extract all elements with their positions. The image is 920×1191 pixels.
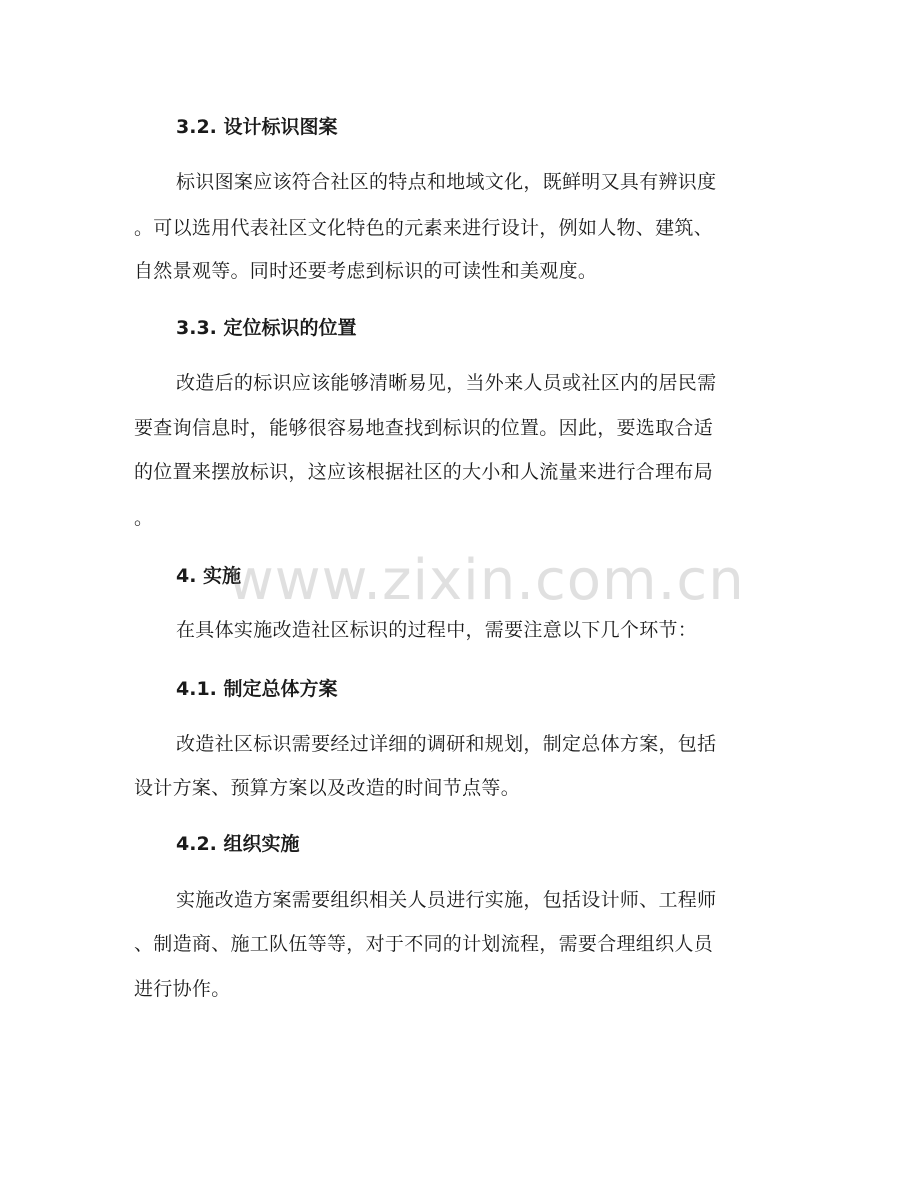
section-heading-4-2: 4.2. 组织实施 [176,833,300,855]
paragraph-line: 在具体实施改造社区标识的过程中，需要注意以下几个环节： [176,619,698,641]
paragraph-line: 的位置来摆放标识，这应该根据社区的大小和人流量来进行合理布局 [134,461,714,483]
paragraph-line: 。 [134,507,154,529]
section-heading-4: 4. 实施 [176,565,242,587]
paragraph-line: 改造后的标识应该能够清晰易见，当外来人员或社区内的居民需 [176,372,717,394]
paragraph-line: 自然景观等。同时还要考虑到标识的可读性和美观度。 [134,260,598,282]
watermark: www.zixin.com.cn [228,548,745,613]
paragraph-line: 进行协作。 [134,978,231,1000]
section-heading-3-3: 3.3. 定位标识的位置 [176,317,357,339]
paragraph-line: 要查询信息时，能够很容易地查找到标识的位置。因此，要选取合适 [134,417,714,439]
paragraph-line: 。可以选用代表社区文化特色的元素来进行设计，例如人物、建筑、 [134,217,714,239]
paragraph-line: 设计方案、预算方案以及改造的时间节点等。 [134,777,521,799]
section-heading-3-2: 3.2. 设计标识图案 [176,116,338,138]
section-heading-4-1: 4.1. 制定总体方案 [176,678,338,700]
paragraph-line: 标识图案应该符合社区的特点和地域文化，既鲜明又具有辨识度 [176,171,717,193]
paragraph-line: 、制造商、施工队伍等等，对于不同的计划流程，需要合理组织人员 [134,933,714,955]
paragraph-line: 实施改造方案需要组织相关人员进行实施，包括设计师、工程师 [176,889,717,911]
paragraph-line: 改造社区标识需要经过详细的调研和规划，制定总体方案，包括 [176,733,717,755]
